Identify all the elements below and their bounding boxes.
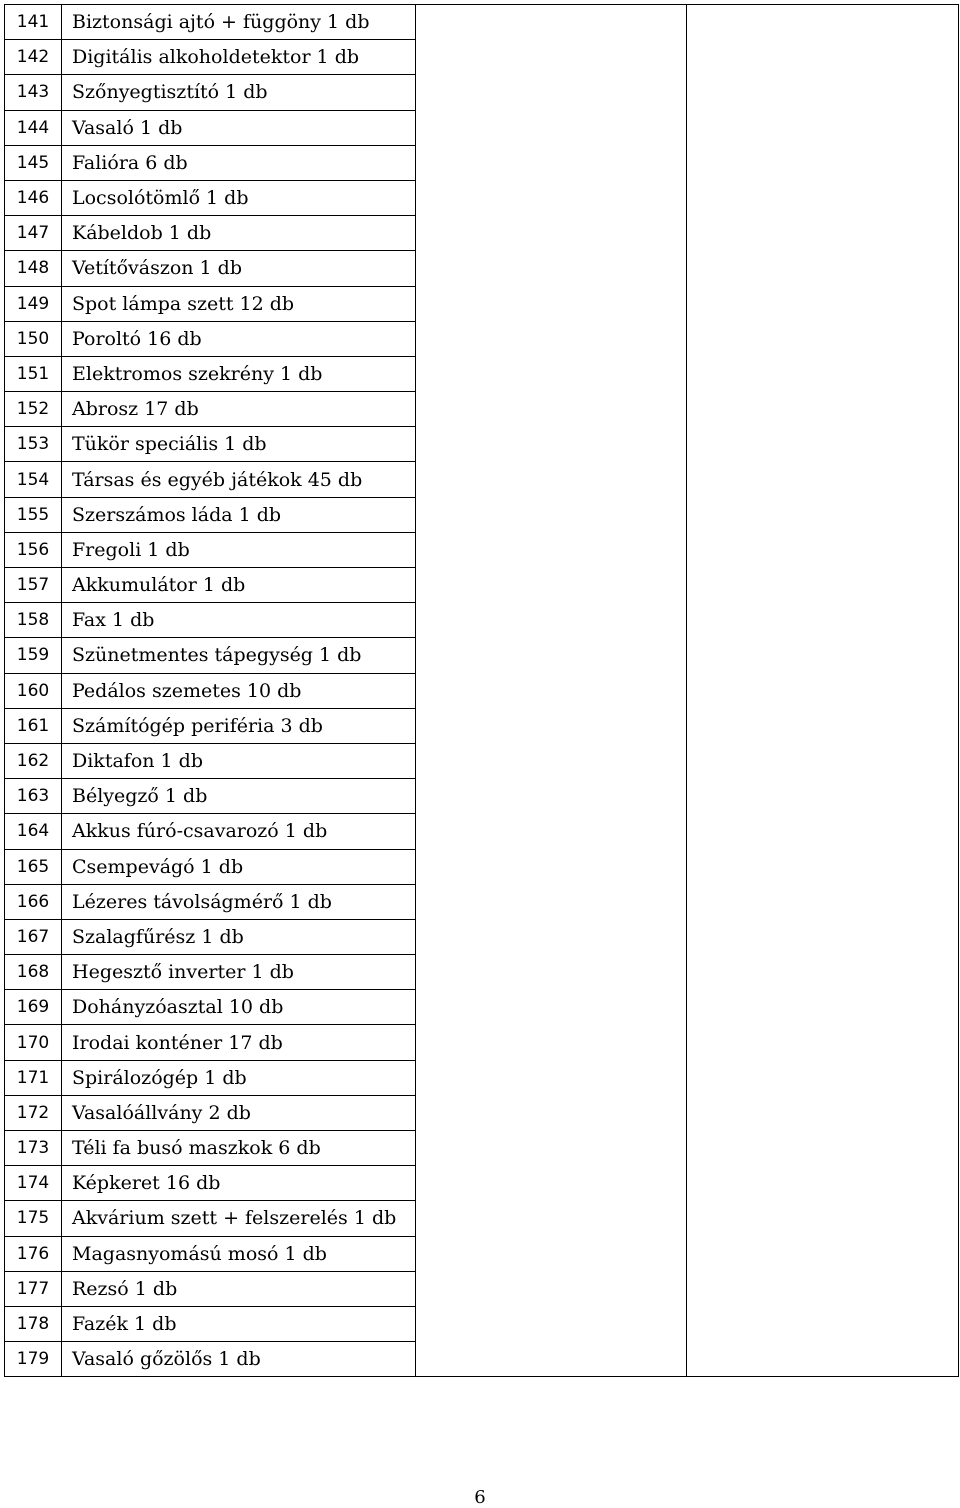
item-description: Irodai konténer 17 db [62,1025,416,1060]
item-description: Digitális alkoholdetektor 1 db [62,40,416,75]
empty-column-1 [416,5,687,1377]
row-number: 156 [5,532,62,567]
item-description: Fazék 1 db [62,1306,416,1341]
row-number: 168 [5,955,62,990]
item-description: Csempevágó 1 db [62,849,416,884]
item-description: Társas és egyéb játékok 45 db [62,462,416,497]
row-number: 160 [5,673,62,708]
item-description: Képkeret 16 db [62,1166,416,1201]
row-number: 179 [5,1342,62,1377]
row-number: 177 [5,1271,62,1306]
item-description: Spot lámpa szett 12 db [62,286,416,321]
item-description: Biztonsági ajtó + függöny 1 db [62,5,416,40]
empty-column-2 [687,5,959,1377]
item-description: Elektromos szekrény 1 db [62,356,416,391]
row-number: 148 [5,251,62,286]
row-number: 161 [5,708,62,743]
row-number: 157 [5,568,62,603]
row-number: 169 [5,990,62,1025]
item-description: Poroltó 16 db [62,321,416,356]
row-number: 151 [5,356,62,391]
row-number: 146 [5,180,62,215]
item-description: Abrosz 17 db [62,392,416,427]
row-number: 166 [5,884,62,919]
row-number: 142 [5,40,62,75]
row-number: 153 [5,427,62,462]
table-body [5,5,959,1377]
row-number: 173 [5,1131,62,1166]
item-description: Szerszámos láda 1 db [62,497,416,532]
row-number: 159 [5,638,62,673]
item-description: Téli fa busó maszkok 6 db [62,1131,416,1166]
item-description: Spirálozógép 1 db [62,1060,416,1095]
row-number: 165 [5,849,62,884]
item-description: Számítógép periféria 3 db [62,708,416,743]
item-description: Vasaló gőzölős 1 db [62,1342,416,1377]
item-description: Vetítővászon 1 db [62,251,416,286]
row-number: 170 [5,1025,62,1060]
row-number: 150 [5,321,62,356]
item-description: Vasaló 1 db [62,110,416,145]
row-number: 164 [5,814,62,849]
row-number: 141 [5,5,62,40]
row-number: 176 [5,1236,62,1271]
item-description: Vasalóállvány 2 db [62,1095,416,1130]
item-description: Szünetmentes tápegység 1 db [62,638,416,673]
item-description: Rezsó 1 db [62,1271,416,1306]
item-description: Locsolótömlő 1 db [62,180,416,215]
row-number: 147 [5,216,62,251]
inventory-table [4,4,959,1377]
item-description: Akvárium szett + felszerelés 1 db [62,1201,416,1236]
row-number: 174 [5,1166,62,1201]
row-number: 171 [5,1060,62,1095]
item-description: Magasnyomású mosó 1 db [62,1236,416,1271]
item-description: Kábeldob 1 db [62,216,416,251]
item-description: Pedálos szemetes 10 db [62,673,416,708]
item-description: Bélyegző 1 db [62,779,416,814]
row-number: 162 [5,743,62,778]
row-number: 152 [5,392,62,427]
item-description: Falióra 6 db [62,145,416,180]
item-description: Diktafon 1 db [62,743,416,778]
row-number: 172 [5,1095,62,1130]
row-number: 167 [5,919,62,954]
item-description: Akkumulátor 1 db [62,568,416,603]
row-number: 149 [5,286,62,321]
table-row [5,5,959,40]
row-number: 155 [5,497,62,532]
item-description: Szőnyegtisztító 1 db [62,75,416,110]
item-description: Dohányzóasztal 10 db [62,990,416,1025]
row-number: 143 [5,75,62,110]
item-description: Hegesztő inverter 1 db [62,955,416,990]
item-description: Fregoli 1 db [62,532,416,567]
item-description: Fax 1 db [62,603,416,638]
row-number: 145 [5,145,62,180]
row-number: 158 [5,603,62,638]
item-description: Szalagfűrész 1 db [62,919,416,954]
page-number: 6 [474,1487,486,1508]
row-number: 144 [5,110,62,145]
item-description: Tükör speciális 1 db [62,427,416,462]
row-number: 175 [5,1201,62,1236]
item-description: Lézeres távolságmérő 1 db [62,884,416,919]
item-description: Akkus fúró-csavarozó 1 db [62,814,416,849]
row-number: 178 [5,1306,62,1341]
row-number: 154 [5,462,62,497]
row-number: 163 [5,779,62,814]
